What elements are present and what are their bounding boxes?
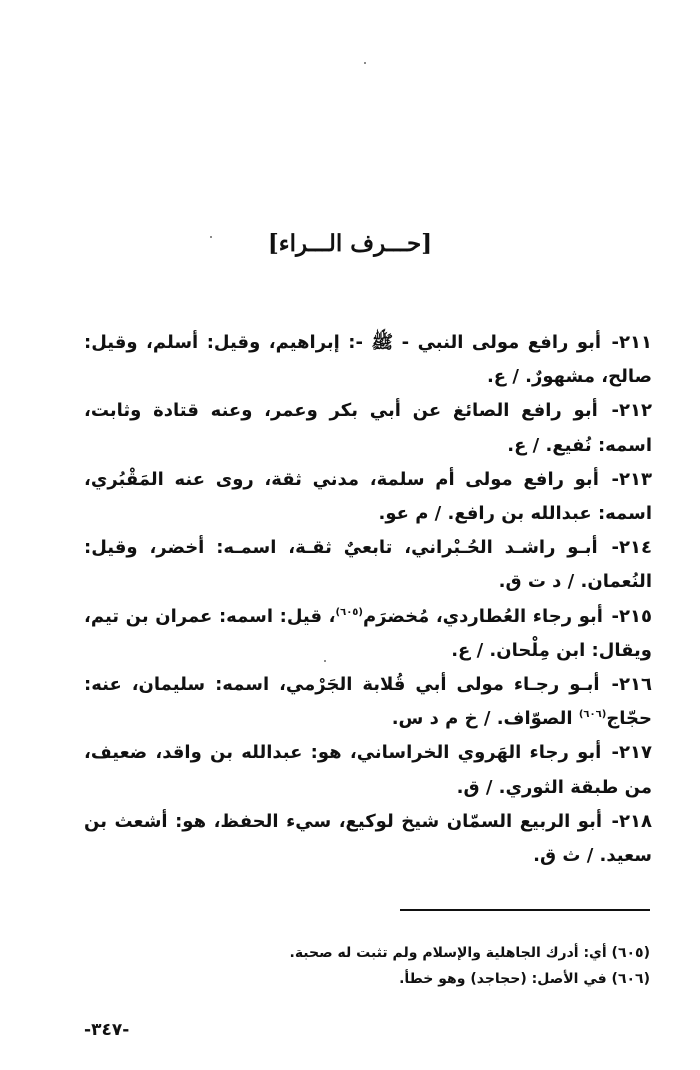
- entry-211: [84, 326, 652, 394]
- entry-text: أبو رجاء الهَروي الخراساني، هو: عبدالله بن واقد، ضعيف، من طبقة الثوري. / ق.: [84, 742, 652, 798]
- footnote-reference: (٦٠٥): [335, 606, 363, 618]
- footnote-reference: (٦٠٦): [578, 709, 607, 721]
- entry-text: أبو رافع مولى أم سلمة، مدني ثقة، روى عنه المَقْبُري، اسمه: عبدالله بن رافع. / م عو.: [84, 468, 652, 525]
- entry-text: ، قيل: اسمه: عمران بن تيم، ويقال: ابن مِلْحان. / ع.: [84, 605, 652, 661]
- footnote-606: [90, 966, 650, 992]
- entry-number: ٢١٢-: [611, 400, 652, 422]
- footnote-number: (٦٠٦): [611, 971, 650, 987]
- footnote-605: [90, 940, 650, 966]
- entry-text: أبو الربيع السمّان شيخ لوكيع، سيء الحفظ، هو: أشعث بن سعيد. / ث ق.: [84, 810, 652, 867]
- footnote-divider: [400, 909, 650, 911]
- section-heading: [حـــرف الـــراء]: [267, 230, 433, 257]
- entry-text: الصوّاف. / خ م د س.: [391, 708, 579, 730]
- entry-number: ٢١٦-: [611, 674, 652, 696]
- entry-number: ٢١٨-: [611, 810, 652, 832]
- entry-217: [84, 736, 652, 804]
- entry-text: أبـو راشـد الحُـبْراني، تابعيٌ ثقـة، اسمـه: أخضر، وقيل: النُعمان. / د ت ق.: [84, 537, 652, 593]
- entry-text: أبـو رجـاء مولى أبي قُلابة الجَرْمي، اسمه: سليمان، عنه: حجّاج: [84, 674, 652, 730]
- entry-number: ٢١١-: [611, 332, 652, 353]
- footnotes: [90, 940, 650, 992]
- page-number: -٣٤٧-: [84, 1020, 130, 1040]
- entry-text: أبو رافع الصائغ عن أبي بكر وعمر، وعنه قتادة وثابت، اسمه: نُفيع. / ع.: [84, 400, 652, 456]
- footnote-text: في الأصل: (حجاجد) وهو خطأ.: [399, 971, 607, 987]
- footnote-text: أي: أدرك الجاهلية والإسلام ولم تثبت له صحبة.: [289, 945, 607, 961]
- paper-speck: [364, 62, 366, 64]
- entry-212: [84, 394, 652, 462]
- entry-text: أبو رجاء العُطاردي، مُخضرَم: [362, 605, 603, 627]
- entry-218: [84, 805, 652, 873]
- entry-213: [84, 463, 652, 531]
- entry-215: [84, 600, 652, 668]
- entry-number: ٢١٥-: [611, 605, 652, 627]
- entries-list: [84, 326, 652, 873]
- entry-number: ٢١٤-: [611, 537, 652, 559]
- entry-text: أبو رافع مولى النبي - ﷺ -: إبراهيم، وقيل: أسلم، وقيل: صالح، مشهورٌ. / ع.: [84, 332, 652, 388]
- entry-number: ٢١٧-: [611, 742, 652, 764]
- entry-216: [84, 668, 652, 736]
- entry-214: [84, 531, 652, 599]
- footnote-number: (٦٠٥): [611, 945, 650, 961]
- entry-number: ٢١٣-: [611, 468, 652, 490]
